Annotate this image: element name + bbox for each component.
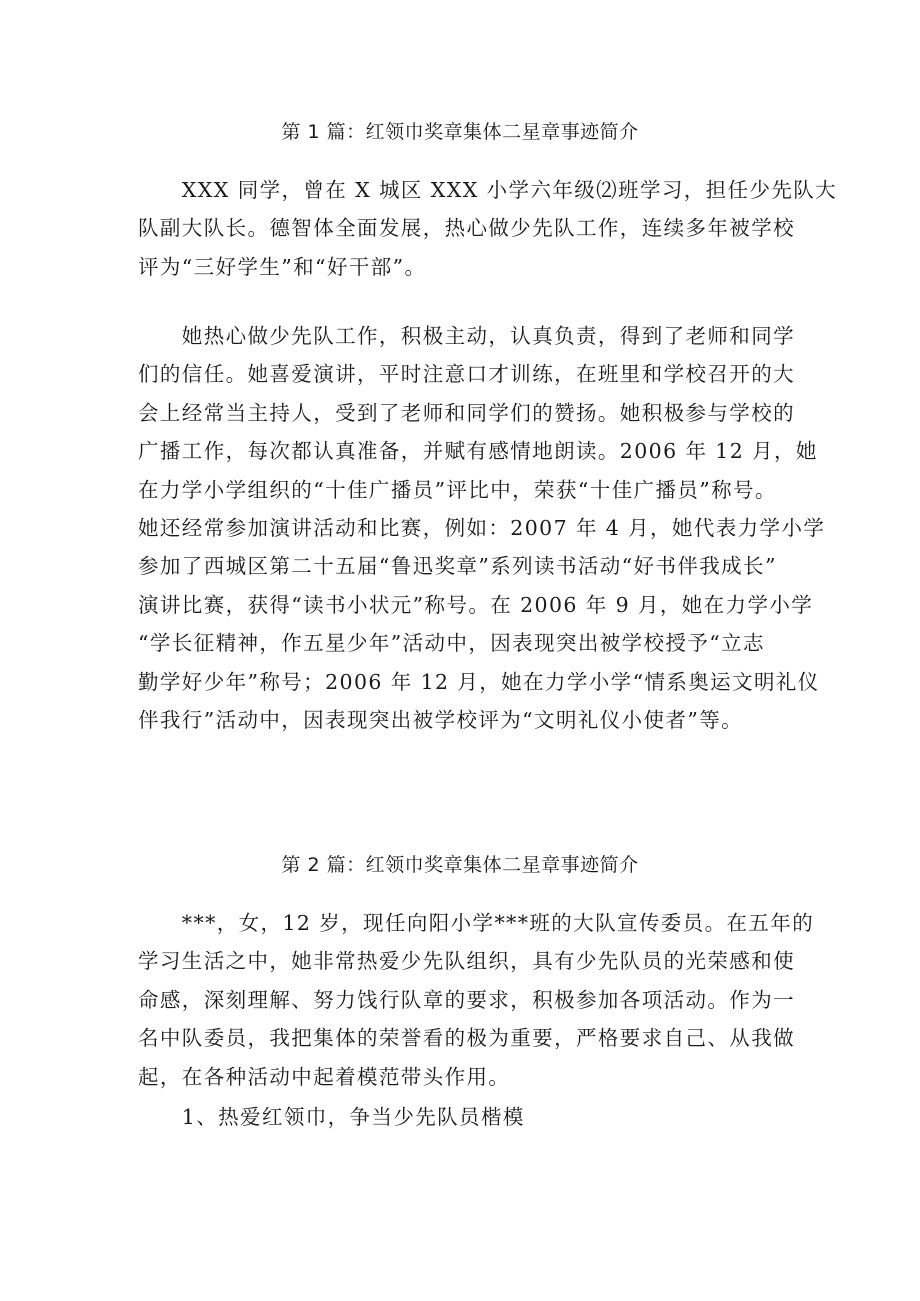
text-line: 在力学小学组织的“十佳广播员”评比中，荣获“十佳广播员”称号。	[138, 477, 777, 502]
text-line: 演讲比赛，获得“读书小状元”称号。在 2006 年 9 月，她在力学小学	[138, 592, 814, 617]
section-1-paragraph-1	[138, 171, 838, 286]
section-2-title: 第 2 篇：红领巾奖章集体二星章事迹简介	[281, 854, 639, 876]
text-line: “学长征精神，作五星少年”活动中，因表现突出被学校授予“立志	[138, 631, 765, 656]
text-line: 参加了西城区第二十五届“鲁迅奖章”系列读书活动“好书伴我成长”	[138, 554, 777, 579]
text-line: 1、热爱红领巾，争当少先队员楷模	[138, 1105, 525, 1129]
text-line: 队副大队长。德智体全面发展，热心做少先队工作，连续多年被学校	[138, 216, 795, 241]
text-line: 她还经常参加演讲活动和比赛，例如：2007 年 4 月，她代表力学小学	[138, 516, 826, 541]
text-line: 广播工作，每次都认真准备，并赋有感情地朗读。2006 年 12 月，她	[138, 439, 818, 464]
text-line: 起，在各种活动中起着模范带头作用。	[138, 1064, 511, 1089]
section-2-heading-1	[138, 1098, 790, 1136]
text-line: 命感，深刻理解、努力饯行队章的要求，积极参加各项活动。作为一	[138, 987, 795, 1012]
section-1-title: 第 1 篇：红领巾奖章集体二星章事迹简介	[281, 121, 639, 143]
text-line: 学习生活之中，她非常热爱少先队组织，具有少先队员的光荣感和使	[138, 949, 795, 974]
text-line: 她热心做少先队工作，积极主动，认真负责，得到了老师和同学	[138, 324, 795, 348]
text-line: 评为“三好学生”和“好干部”。	[138, 254, 427, 279]
section-2-paragraph-1	[138, 904, 815, 1096]
text-line: 勤学好少年”称号；2006 年 12 月，她在力学小学“情系奥运文明礼仪	[138, 669, 820, 694]
text-line: 会上经常当主持人，受到了老师和同学们的赞扬。她积极参与学校的	[138, 400, 795, 425]
section-1-paragraph-2	[138, 317, 826, 739]
text-line: 们的信任。她喜爱演讲，平时注意口才训练，在班里和学校召开的大	[138, 362, 795, 387]
text-line: ***，女，12 岁，现任向阳小学***班的大队宣传委员。在五年的	[138, 911, 815, 935]
text-line: 伴我行”活动中，因表现突出被学校评为“文明礼仪小使者”等。	[138, 708, 744, 733]
text-line: XXX 同学，曾在 X 城区 XXX 小学六年级⑵班学习，担任少先队大	[138, 178, 838, 202]
text-line: 名中队委员，我把集体的荣誉看的极为重要，严格要求自己、从我做	[138, 1026, 795, 1051]
